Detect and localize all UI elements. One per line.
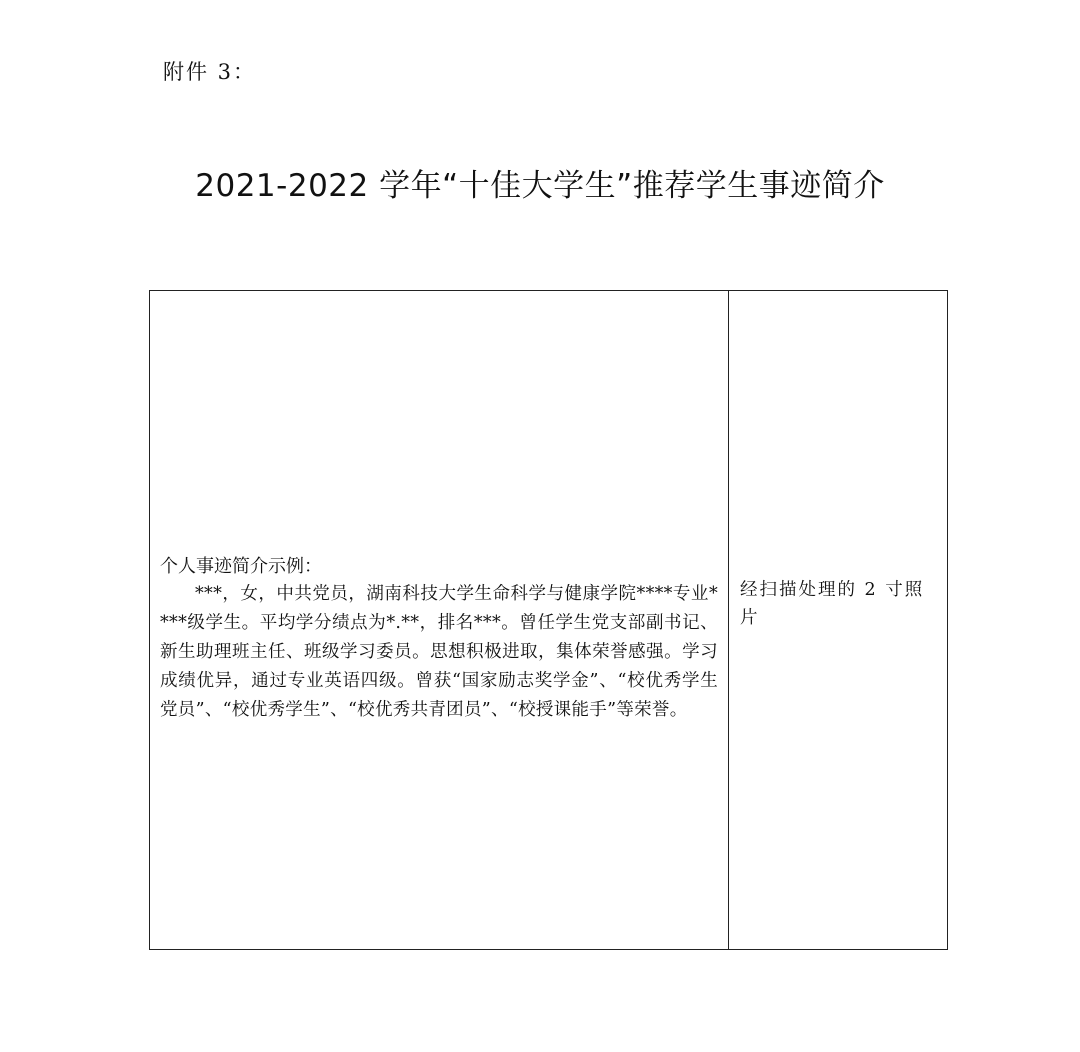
profile-table [149,290,948,950]
profile-content [150,554,728,725]
profile-table-row [150,291,948,950]
profile-body-text: ***，女，中共党员，湖南科技大学生命科学与健康学院****专业****级学生。平均学分绩点为*.**，排名***。曾任学生党支部副书记、新生助理班主任、班级学习委员。思想积极进取，集体荣誉感强。学习成绩优异，通过专业英语四级。曾获“国家励志奖学金”、“校优秀学生党员”、“校优秀学生”、“校优秀共青团员”、“校授课能手”等荣誉。 [160,583,718,720]
photo-placeholder [729,576,947,632]
photo-note: 经扫描处理的 2 寸照片 [740,580,925,628]
attachment-label: 附件 3： [163,60,257,84]
profile-cell [150,291,729,950]
photo-cell [729,291,948,950]
document-title: 2021-2022 学年“十佳大学生”推荐学生事迹简介 [195,168,885,204]
profile-heading: 个人事迹简介示例： [160,555,322,577]
